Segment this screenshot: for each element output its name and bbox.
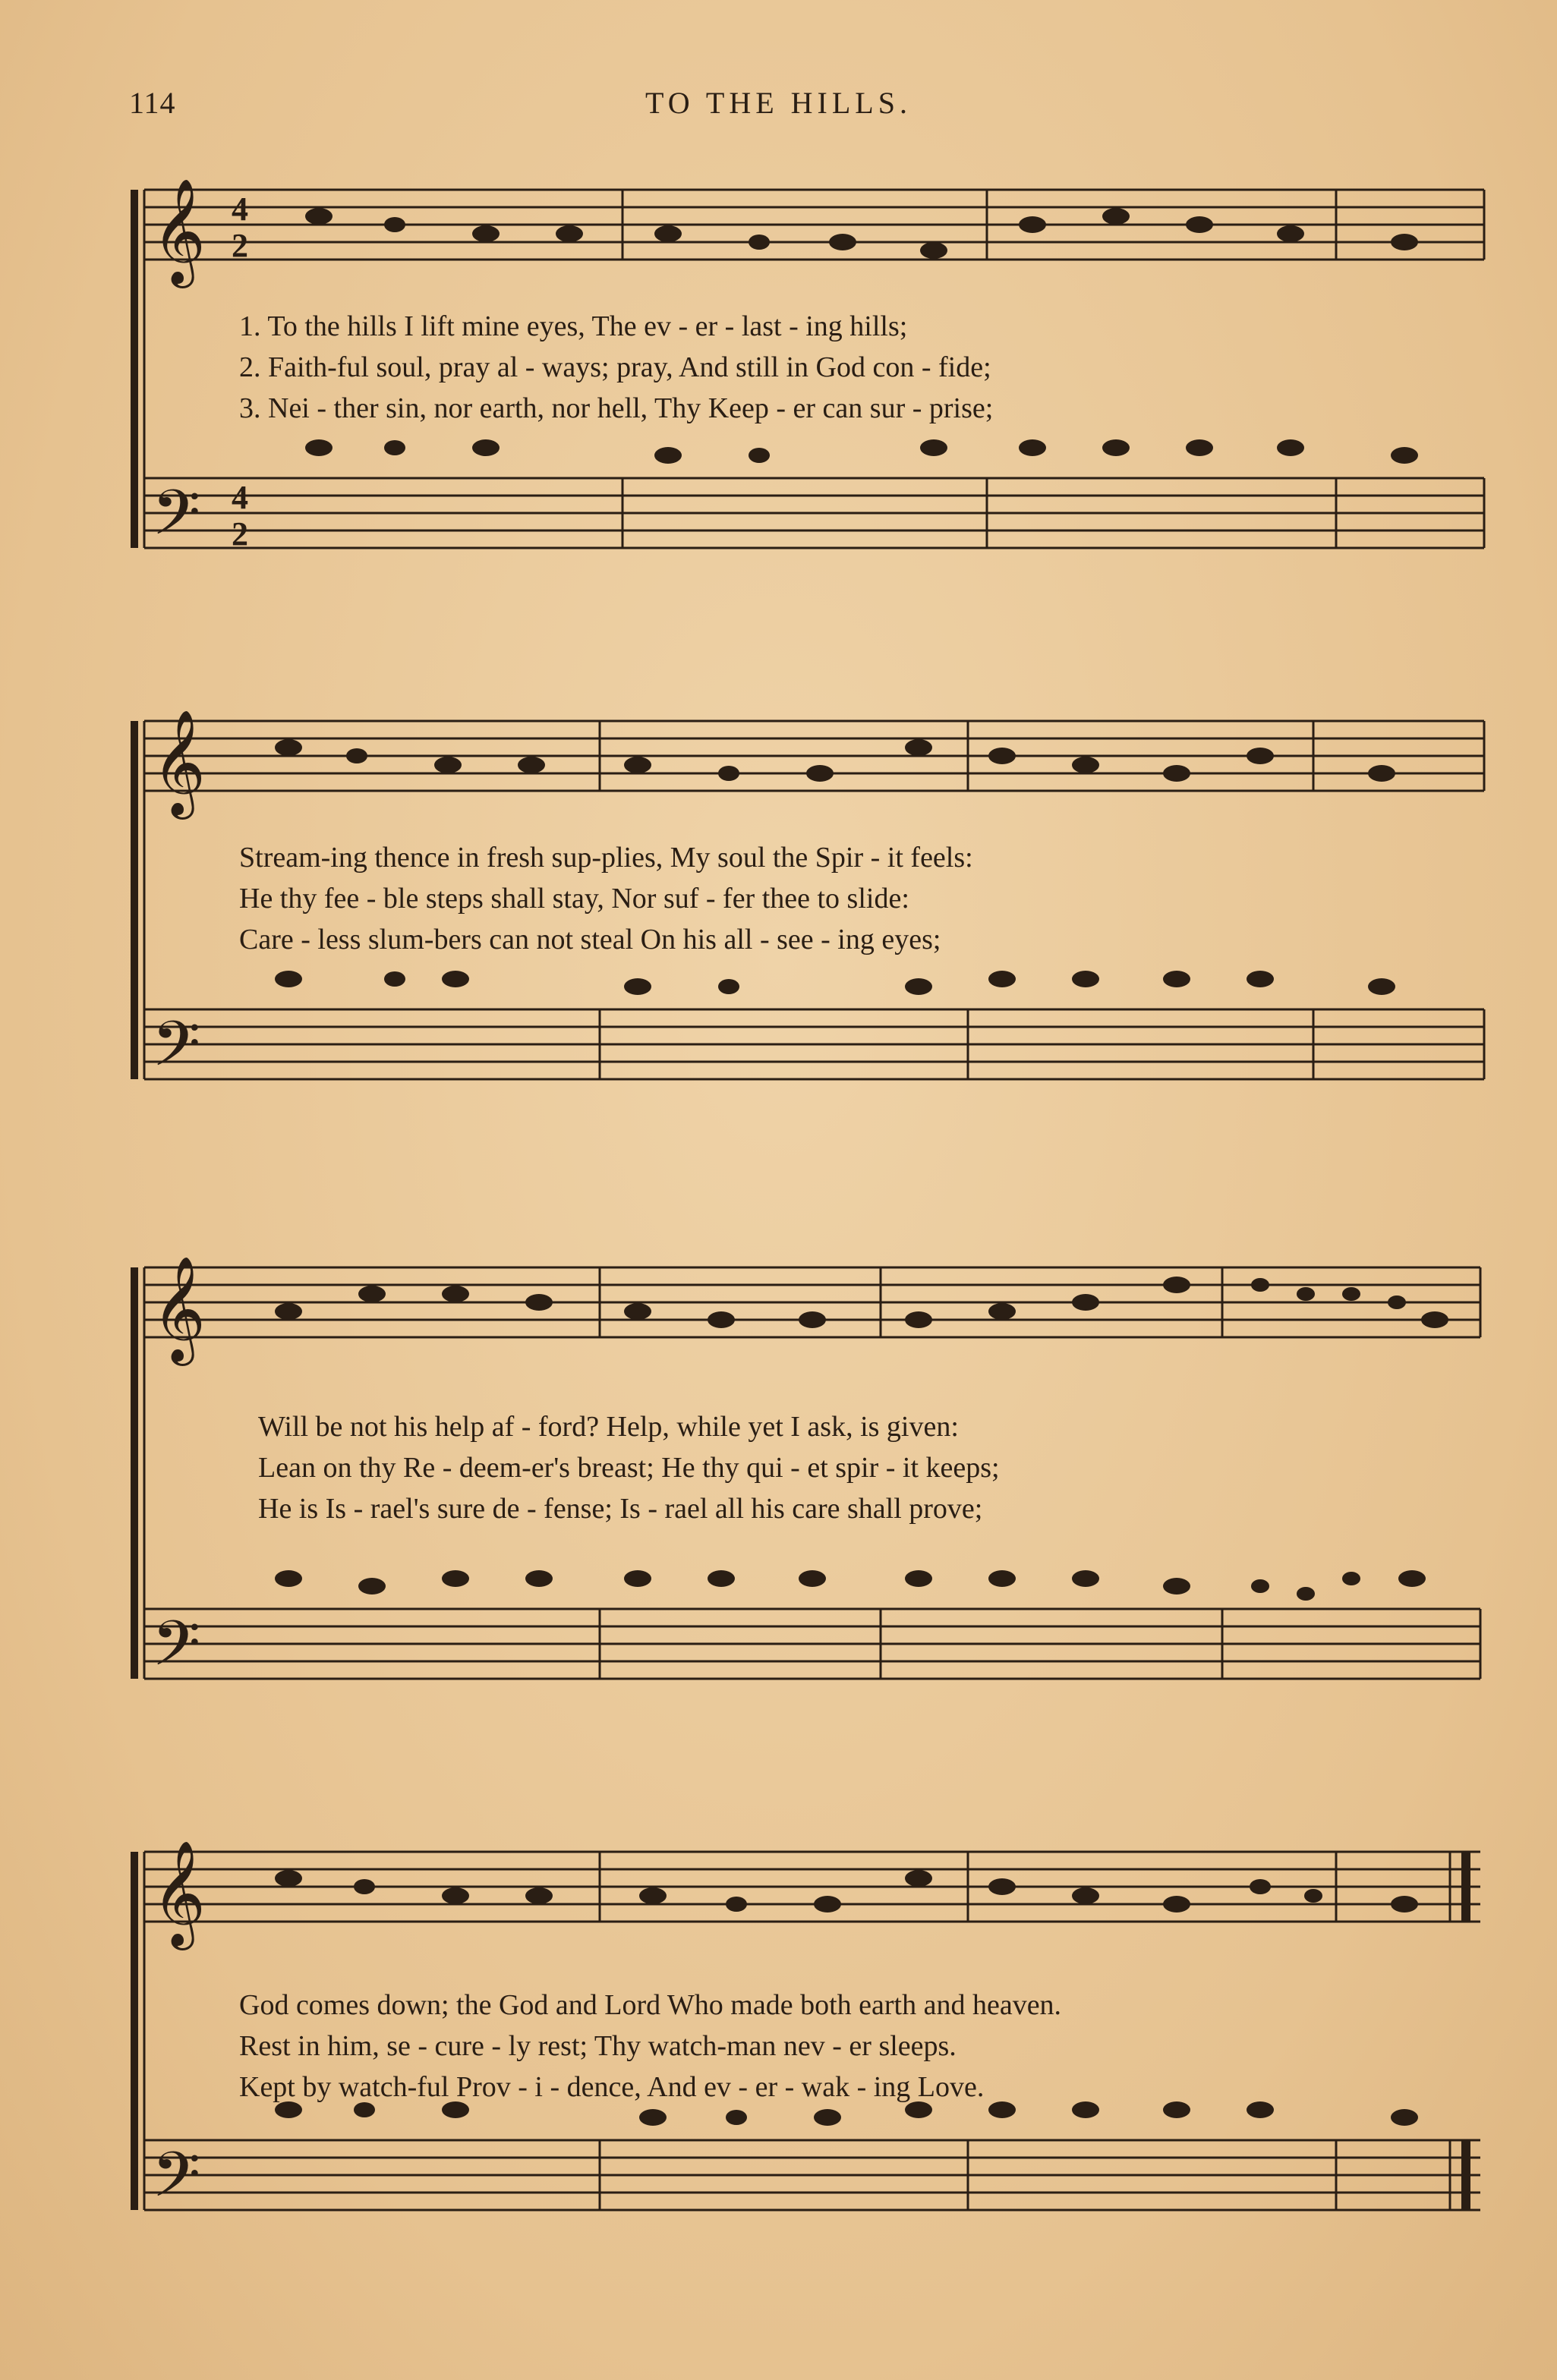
treble-clef-icon: 𝄞 — [152, 710, 206, 815]
lyric-line-verse-2: 2. Faith-ful soul, pray al - ways; pray, And still in God con - fide; — [239, 351, 991, 383]
lyric-line-verse-1: Will be not his help af - ford? Help, while yet I ask, is given: — [258, 1411, 959, 1443]
lyric-line-verse-3: Care - less slum-bers can not steal On his all - see - ing eyes; — [239, 924, 941, 955]
treble-clef-icon: 𝄞 — [152, 178, 206, 284]
lyric-line-verse-2: He thy fee - ble steps shall stay, Nor suf - fer thee to slide: — [239, 883, 909, 915]
lyric-line-verse-2: Rest in him, se - cure - ly rest; Thy watch-man nev - er sleeps. — [239, 2030, 957, 2062]
music-system-4 — [0, 1837, 1557, 2292]
lyric-line-verse-1: 1. To the hills I lift mine eyes, The ev - er - last - ing hills; — [239, 310, 908, 342]
final-barline — [1461, 1852, 1470, 1922]
treble-clef-icon: 𝄞 — [152, 1840, 206, 1946]
lyric-line-verse-2: Lean on thy Re - deem-er's breast; He thy qui - et spir - it keeps; — [258, 1452, 1000, 1484]
final-barline — [1461, 2140, 1470, 2210]
page-number: 114 — [129, 86, 176, 120]
treble-clef-icon: 𝄞 — [152, 1256, 206, 1362]
svg-text:4: 4 — [232, 190, 248, 228]
bass-clef-icon: 𝄢 — [152, 2138, 201, 2227]
svg-text:4: 4 — [232, 479, 248, 516]
lyric-line-verse-3: 3. Nei - ther sin, nor earth, nor hell, Thy Keep - er can sur - prise; — [239, 392, 994, 424]
bass-clef-icon: 𝄢 — [152, 1607, 201, 1695]
music-system-2 — [0, 706, 1557, 1116]
lyric-line-verse-1: God comes down; the God and Lord Who made both earth and heaven. — [239, 1989, 1062, 2021]
music-system-3 — [0, 1252, 1557, 1708]
music-system-1 — [0, 175, 1557, 584]
page-title: TO THE HILLS. — [645, 86, 912, 120]
lyric-line-verse-3: Kept by watch-ful Prov - i - dence, And ev - er - wak - ing Love. — [239, 2071, 985, 2103]
bass-clef-icon: 𝄢 — [152, 1007, 201, 1096]
lyric-line-verse-1: Stream-ing thence in fresh sup-plies, My soul the Spir - it feels: — [239, 842, 973, 874]
staff-lines — [0, 1837, 1557, 2292]
bass-clef-icon: 𝄢 — [152, 476, 201, 565]
svg-text:2: 2 — [232, 515, 248, 552]
lyric-line-verse-3: He is Is - rael's sure de - fense; Is - rael all his care shall prove; — [258, 1493, 983, 1525]
svg-text:2: 2 — [232, 227, 248, 264]
